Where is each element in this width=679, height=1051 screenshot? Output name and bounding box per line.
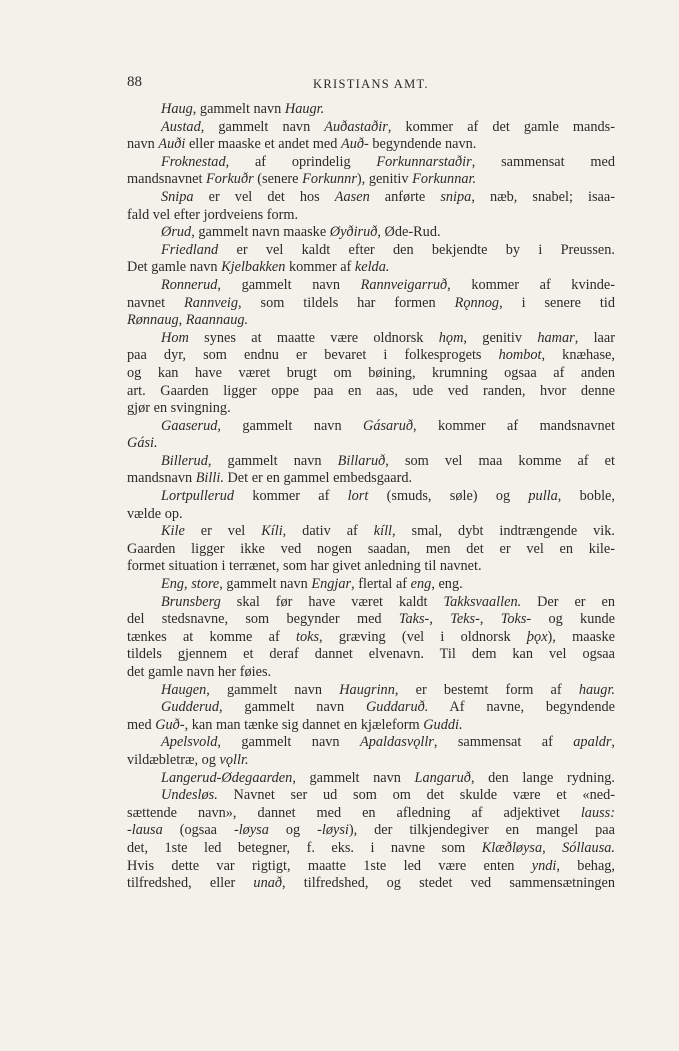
text-line <box>127 189 615 207</box>
italic-term: Brunsberg <box>161 593 221 610</box>
text-run: ), maaske <box>547 628 615 645</box>
text-line <box>127 541 615 559</box>
text-run: og kunde <box>531 611 615 628</box>
italic-term: Rannveig <box>184 294 239 311</box>
text-run: , <box>479 611 501 628</box>
text-line <box>127 453 615 471</box>
text-run: paa dyr, som endnu er bevaret i folkesprogets <box>127 347 499 364</box>
italic-term: snipa <box>440 188 472 205</box>
text-run: , boble, <box>557 488 615 505</box>
italic-term: Gásaruð <box>363 417 414 434</box>
italic-term: -lausa <box>127 822 163 839</box>
text-run: (ogsaa <box>162 822 234 839</box>
italic-term: Klæðløysa <box>481 839 543 856</box>
text-run: og <box>268 822 318 839</box>
italic-term: Auði <box>158 136 186 153</box>
text-run: mandsnavnet <box>127 171 207 188</box>
text-run: fald vel efter jordveiens form. <box>127 206 299 223</box>
text-run: , kommer af kvinde- <box>447 276 615 293</box>
italic-term: Haugen <box>161 681 207 698</box>
text-run: del stedsnavne, som begynder med <box>127 611 399 628</box>
text-line <box>127 330 615 348</box>
italic-term: pulla <box>528 488 558 505</box>
text-line <box>127 418 615 436</box>
italic-term: Apelsvold <box>161 734 218 751</box>
text-run: , gammelt navn maaske <box>191 224 330 241</box>
text-run: , <box>429 611 451 628</box>
text-line <box>127 488 615 506</box>
text-line <box>127 734 615 752</box>
text-run: ), der tilkjendegiver en mangel paa <box>348 822 615 839</box>
italic-term: Friedland <box>161 241 219 258</box>
text-run: ), genitiv <box>356 171 413 188</box>
text-line <box>127 629 615 647</box>
text-line <box>127 383 615 401</box>
text-run: det, 1ste led betegner, f. eks. i navne som <box>127 839 482 856</box>
text-line <box>127 576 615 594</box>
italic-term: Rǫnnog <box>454 294 500 311</box>
text-line <box>127 752 615 770</box>
text-line <box>127 259 615 277</box>
italic-term: Langerud-Ødegaarden <box>161 769 293 786</box>
text-run: , <box>611 734 615 751</box>
text-line <box>127 400 615 418</box>
text-run: gjør en svingning. <box>127 400 231 417</box>
italic-term: Forkunnar. <box>412 171 477 188</box>
italic-term: Gási. <box>127 435 158 452</box>
text-line <box>127 136 615 154</box>
text-run: , af oprindelig <box>225 153 377 170</box>
page-number: 88 <box>127 74 142 90</box>
italic-term: Guð- <box>155 716 185 733</box>
italic-term: Hom <box>161 329 189 346</box>
italic-term: Forkunnr <box>302 171 357 188</box>
text-run: , smal, dybt indtrængende vik. <box>392 523 615 540</box>
text-run: begyndende navn. <box>368 136 477 153</box>
text-line <box>127 506 615 524</box>
italic-term: toks <box>295 628 320 645</box>
text-run: art. Gaarden ligger oppe paa en aas, ude ved randen, hvor denne <box>127 382 615 399</box>
text-run: , Øde-Rud. <box>377 224 441 241</box>
text-run: Hvis dette var rigtigt, maatte 1ste led være enten <box>127 857 532 874</box>
text-run: Navnet ser ud som om det skulde være et «ned- <box>217 787 615 804</box>
text-line <box>127 523 615 541</box>
text-line <box>127 840 615 858</box>
italic-term: eng <box>410 576 432 593</box>
text-run: (smuds, søle) og <box>368 488 529 505</box>
text-run: , er bestemt form af <box>394 681 579 698</box>
italic-term: Haugr. <box>284 101 325 117</box>
text-run: , gammelt navn <box>206 681 340 698</box>
italic-term: Takksvaallen. <box>443 593 522 610</box>
italic-term: Raannaug. <box>185 312 249 329</box>
text-run: , gammelt navn <box>292 769 415 786</box>
text-run: vildæbletræ, og <box>127 751 220 768</box>
italic-term: Snipa <box>161 188 194 205</box>
italic-term: Billi. <box>195 470 224 487</box>
italic-term: store <box>191 576 220 593</box>
italic-term: Langaruð <box>414 769 471 786</box>
text-run: Det er en gammel embedsgaard. <box>223 470 413 487</box>
italic-term: vǫllr. <box>219 751 249 768</box>
text-run: , <box>542 839 563 856</box>
text-line <box>127 875 615 893</box>
italic-term: unað <box>253 875 283 892</box>
italic-term: Forkunnarstaðir <box>376 153 472 170</box>
text-line <box>127 682 615 700</box>
text-line <box>127 171 615 189</box>
text-line <box>127 277 615 295</box>
text-run: , gammelt navn <box>217 417 363 434</box>
italic-term: hamar <box>537 329 575 346</box>
text-run: vælde op. <box>127 505 183 522</box>
text-run: , kan man tænke sig dannet en kjæleform <box>184 716 424 733</box>
text-run: , genitiv <box>463 329 538 346</box>
italic-term: Haug <box>161 101 193 117</box>
italic-term: Haugrinn <box>339 681 395 698</box>
text-line <box>127 435 615 453</box>
italic-term: Billerud <box>161 452 208 469</box>
text-line <box>127 207 615 225</box>
text-run: anførte <box>369 188 441 205</box>
italic-term: Teks- <box>450 611 480 628</box>
page-header <box>127 74 615 94</box>
text-run: skal før have været kaldt <box>220 593 444 610</box>
italic-term: þǫx <box>526 628 548 645</box>
italic-term: Eng <box>161 576 185 593</box>
italic-term: Forkuðr <box>206 171 254 188</box>
text-line <box>127 858 615 876</box>
text-run: , den lange rydning. <box>470 769 615 786</box>
text-line <box>127 312 615 330</box>
italic-term: Apaldasvǫllr <box>359 734 434 751</box>
italic-term: hǫm <box>438 329 464 346</box>
text-run: tænkes at komme af <box>127 628 296 645</box>
text-run: , gammelt navn <box>200 118 325 135</box>
italic-term: Toks- <box>500 611 532 628</box>
italic-term: Undesløs. <box>161 787 218 804</box>
text-line <box>127 822 615 840</box>
text-run: , gammelt navn <box>207 452 338 469</box>
italic-term: lort <box>347 488 369 505</box>
italic-term: Taks- <box>398 611 430 628</box>
text-run: er vel <box>184 523 262 540</box>
italic-term: Guddi. <box>423 716 463 733</box>
text-line <box>127 295 615 313</box>
text-line <box>127 347 615 365</box>
italic-term: Kile <box>161 523 185 540</box>
italic-term: Austad <box>161 118 201 135</box>
text-run: kommer af <box>285 259 355 276</box>
text-run: , gammelt navn <box>217 734 360 751</box>
text-run: , i senere tid <box>499 294 615 311</box>
text-run: , gammelt navn <box>218 699 366 716</box>
text-run: , eng. <box>431 576 463 593</box>
text-run: mandsnavn <box>127 470 196 487</box>
text-run: , gammelt navn <box>219 576 312 593</box>
text-run: , tilfredshed, og stedet ved sammensætningen <box>282 875 615 892</box>
text-line <box>127 805 615 823</box>
text-run: Der er en <box>521 593 615 610</box>
text-run: , gammelt navn <box>192 101 285 117</box>
text-run: med <box>127 716 156 733</box>
text-run: , dativ af <box>282 523 374 540</box>
text-run: , gammelt navn <box>217 276 361 293</box>
text-run: , som tildels har formen <box>238 294 455 311</box>
text-line <box>127 242 615 260</box>
text-line <box>127 646 615 664</box>
text-run: tildels gjennem et deraf dannet elvenavn. Til dem kan vel ogsaa <box>127 646 615 663</box>
text-run: , kommer af det gamle mands- <box>387 118 615 135</box>
text-run: formet situation i terrænet, som har givet anledning til navnet. <box>127 558 482 575</box>
text-line <box>127 101 615 119</box>
italic-term: Sóllausa. <box>562 839 615 856</box>
italic-term: Lortpullerud <box>161 488 235 505</box>
text-run: (senere <box>253 171 303 188</box>
text-run: kommer af <box>234 488 348 505</box>
italic-term: lauss: <box>580 804 615 821</box>
italic-term: haugr. <box>578 681 615 698</box>
italic-term: apaldr <box>573 734 612 751</box>
italic-term: Aasen <box>334 188 370 205</box>
italic-term: Auð- <box>341 136 369 153</box>
italic-term: -løysi <box>317 822 349 839</box>
text-run: , næb, snabel; isaa- <box>471 188 615 205</box>
italic-term: Ronnerud <box>161 276 218 293</box>
text-run: , <box>184 576 192 593</box>
text-run: , flertal af <box>351 576 411 593</box>
text-run: navn <box>127 136 159 153</box>
italic-term: hombot <box>498 347 542 364</box>
text-run: , <box>178 312 186 329</box>
italic-term: Gaaserud <box>161 417 218 434</box>
text-line <box>127 119 615 137</box>
text-run: er vel det hos <box>193 188 335 205</box>
text-line <box>127 558 615 576</box>
text-run: sættende navn», dannet med en afledning af adjektivet <box>127 804 581 821</box>
text-line <box>127 594 615 612</box>
text-line <box>127 154 615 172</box>
text-run: , behag, <box>556 857 615 874</box>
text-run: eller maaske et andet med <box>185 136 341 153</box>
text-run: , sammensat af <box>433 734 574 751</box>
italic-term: Froknestad <box>161 153 226 170</box>
italic-term: Engjar <box>311 576 352 593</box>
text-line <box>127 470 615 488</box>
italic-term: Kjelbakken <box>221 259 286 276</box>
text-run: , græving (vel i oldnorsk <box>319 628 527 645</box>
text-run: er vel kaldt efter den bekjendte by i Preussen. <box>218 241 615 258</box>
italic-term: Øyðiruð <box>329 224 378 241</box>
text-line <box>127 717 615 735</box>
text-line <box>127 664 615 682</box>
italic-term: Billaruð <box>337 452 386 469</box>
italic-term: Guddaruð. <box>365 699 429 716</box>
text-run: Gaarden ligger ikke ved nogen saadan, men det er vel en kile- <box>127 540 615 557</box>
italic-term: Auðastaðir <box>324 118 388 135</box>
text-run: , knæhase, <box>541 347 615 364</box>
italic-term: Gudderud <box>161 699 219 716</box>
italic-term: -løysa <box>233 822 269 839</box>
italic-term: yndi <box>531 857 557 874</box>
text-run: navnet <box>127 294 185 311</box>
italic-term: kelda. <box>354 259 390 276</box>
text-run: Det gamle navn <box>127 259 222 276</box>
text-run: , som vel maa komme af et <box>385 452 615 469</box>
italic-term: Kíli <box>261 523 283 540</box>
text-run: og kan have været brugt om bøining, krumning ogsaa af anden <box>127 364 615 381</box>
running-title: KRISTIANS AMT. <box>313 77 429 91</box>
text-line <box>127 699 615 717</box>
text-run: , kommer af mandsnavnet <box>413 417 615 434</box>
text-line <box>127 224 615 242</box>
text-line <box>127 770 615 788</box>
italic-term: Rønnaug <box>127 312 179 329</box>
body-text <box>127 101 615 893</box>
text-line <box>127 365 615 383</box>
italic-term: Rannveigarruð <box>360 276 448 293</box>
text-line <box>127 787 615 805</box>
italic-term: Ørud <box>161 224 192 241</box>
text-run: synes at maatte være oldnorsk <box>188 329 439 346</box>
text-run: Af navne, begyndende <box>428 699 615 716</box>
text-line <box>127 611 615 629</box>
italic-term: kíll <box>373 523 393 540</box>
text-run: det gamle navn her føies. <box>127 664 272 680</box>
text-run: tilfredshed, eller <box>127 875 254 892</box>
text-run: , sammensat med <box>471 153 615 170</box>
text-run: , laar <box>574 329 615 346</box>
